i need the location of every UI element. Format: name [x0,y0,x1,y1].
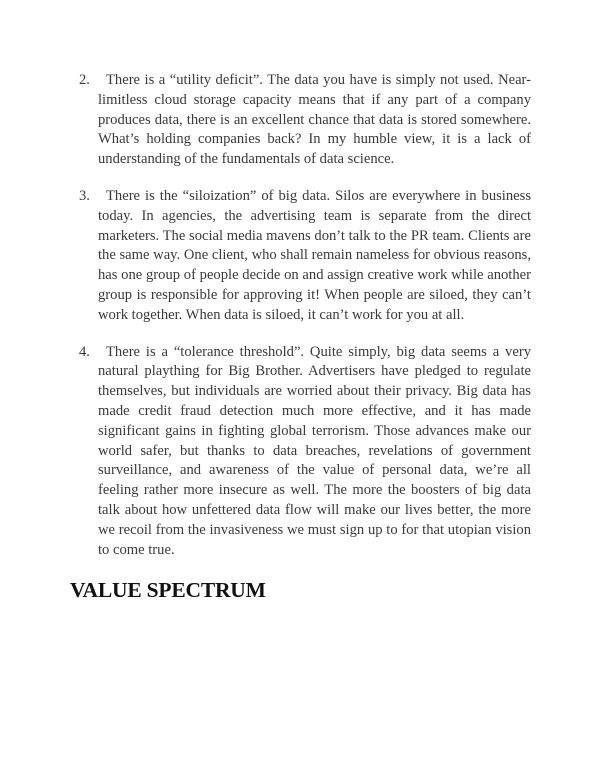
section-heading: VALUE SPECTRUM [70,578,266,603]
list-item [79,343,531,561]
list-item [79,187,531,326]
list-item-text: There is a “tolerance threshold”. Quite simply, big data seems a very natural plaything for Big Brother. Advertisers have pledged to regulate themselves, but individuals are worried about their privacy. Big data has made credit fraud detection much more effective, and it has made significant gains in fighting global terrorism. Those advances make our world safer, but thanks to data breaches, revelations of government surveillance, and awareness of the value of personal data, we’re all feeling rather more insecure as well. The more the boosters of big data talk about how unfettered data flow will make our lives better, the more we recoil from the invasiveness we must sign up to for that utopian vision to come true. [98,343,531,558]
list-item-text: There is the “siloization” of big data. Silos are everywhere in business today. In agencies, the advertising team is separate from the direct marketers. The social media mavens don’t talk to the PR team. Clients are the same way. One client, who shall remain nameless for obvious reasons, has one group of people decide on and assign creative work while another group is responsible for approving it! When people are siloed, they can’t work together. When data is siloed, it can’t work for you at all. [98,187,531,323]
numbered-list [79,71,531,560]
list-item [79,71,531,170]
list-item-text: There is a “utility deficit”. The data you have is simply not used. Near-limitless cloud storage capacity means that if any part of a company produces data, there is an excellent chance that data is stored somewhere. What’s holding companies back? In my humble view, it is a lack of understanding of the fundamentals of data science. [98,72,531,168]
list-number: 2. [79,72,90,88]
list-number: 4. [79,343,90,360]
list-number: 3. [79,187,90,204]
